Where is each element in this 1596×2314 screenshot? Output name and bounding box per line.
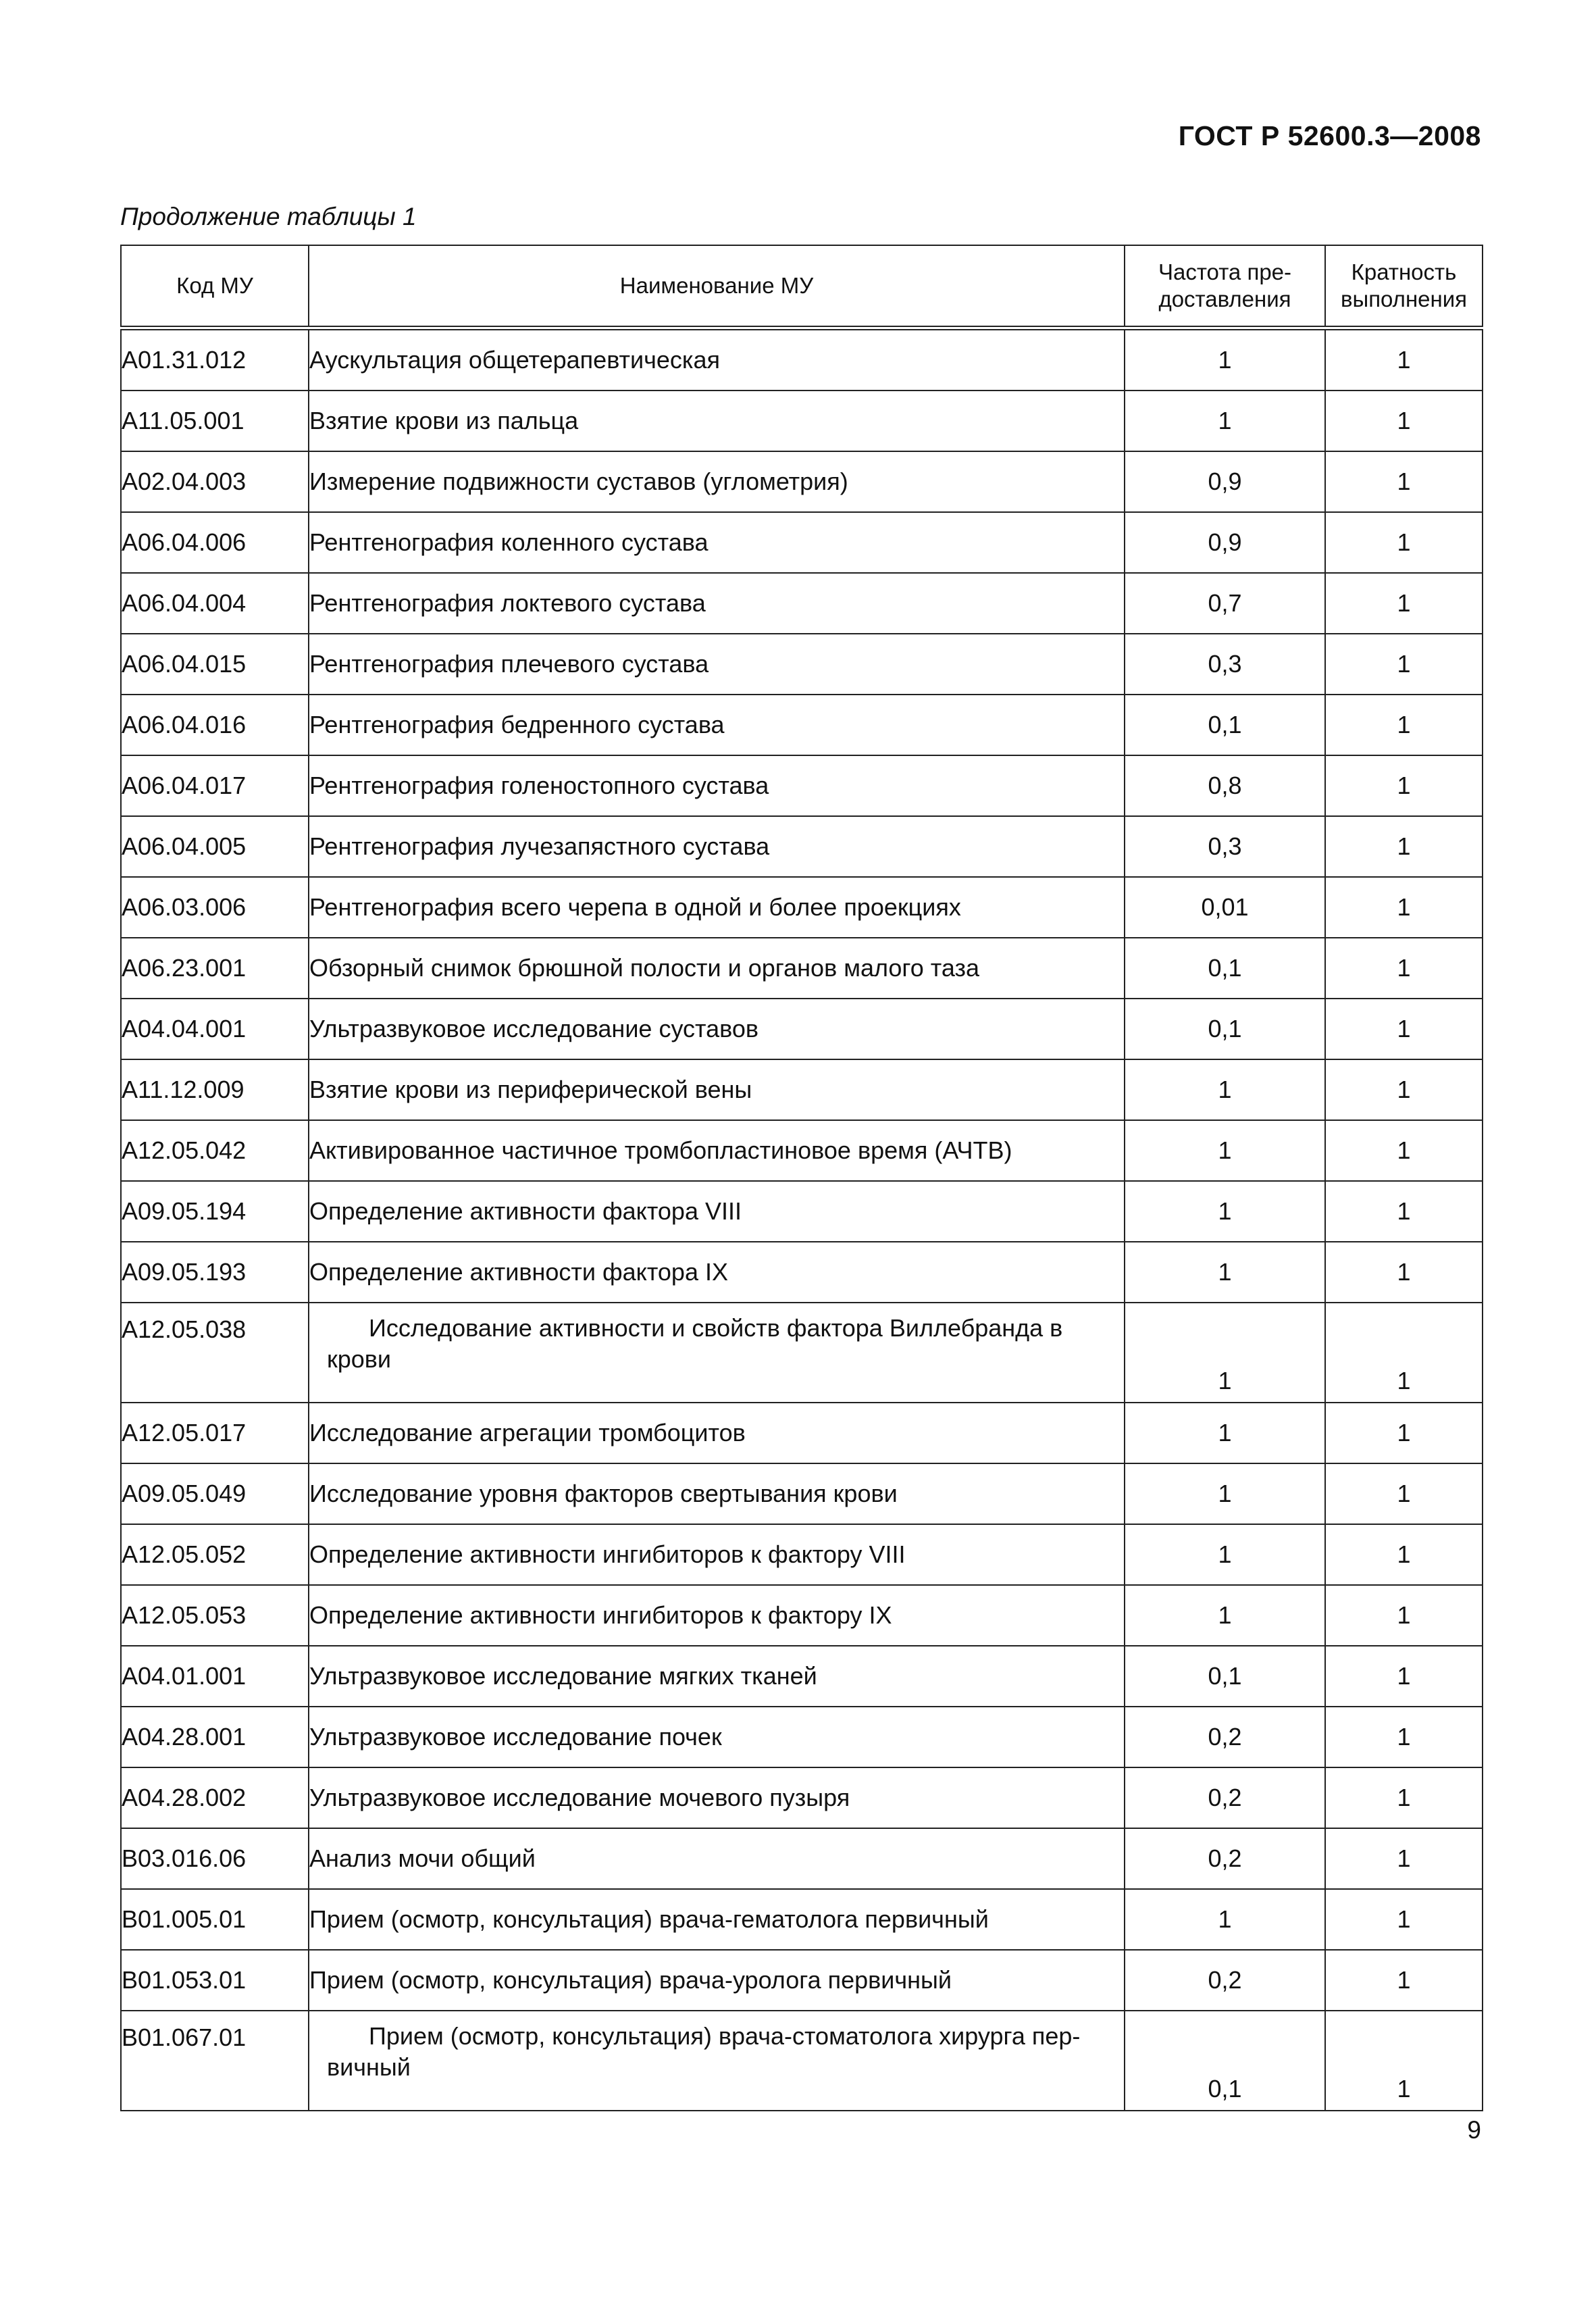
cell-frequency: 0,2	[1125, 1828, 1325, 1889]
cell-code: A06.04.005	[121, 816, 309, 877]
cell-name: Анализ мочи общий	[309, 1828, 1125, 1889]
cell-name: Обзорный снимок брюшной полости и органов малого таза	[309, 938, 1125, 999]
cell-name	[309, 2011, 1125, 2111]
page-number: 9	[1467, 2116, 1481, 2144]
cell-code: A12.05.017	[121, 1403, 309, 1463]
cell-frequency: 1	[1125, 1120, 1325, 1181]
cell-code: A04.01.001	[121, 1646, 309, 1707]
cell-multiplicity: 1	[1325, 999, 1483, 1059]
cell-code: B01.053.01	[121, 1950, 309, 2011]
cell-name: Рентгенография коленного сустава	[309, 512, 1125, 573]
cell-multiplicity: 1	[1325, 1767, 1483, 1828]
cell-code: A06.04.015	[121, 634, 309, 695]
table-row	[121, 1767, 1483, 1828]
cell-name: Рентгенография голеностопного сустава	[309, 755, 1125, 816]
table-row	[121, 1828, 1483, 1889]
cell-code: A09.05.193	[121, 1242, 309, 1303]
cell-name: Определение активности ингибиторов к фактору VIII	[309, 1524, 1125, 1585]
cell-name: Ультразвуковое исследование мочевого пузыря	[309, 1767, 1125, 1828]
cell-frequency: 1	[1125, 1889, 1325, 1950]
cell-name: Рентгенография локтевого сустава	[309, 573, 1125, 634]
cell-multiplicity: 1	[1325, 573, 1483, 634]
cell-multiplicity: 1	[1325, 1120, 1483, 1181]
table-row	[121, 1181, 1483, 1242]
header-name: Наименование МУ	[309, 245, 1125, 328]
table-caption: Продолжение таблицы 1	[120, 203, 417, 230]
cell-multiplicity: 1	[1325, 1059, 1483, 1120]
header-code: Код МУ	[121, 245, 309, 328]
cell-code: A06.04.017	[121, 755, 309, 816]
cell-name: Определение активности фактора VIII	[309, 1181, 1125, 1242]
cell-code: A12.05.053	[121, 1585, 309, 1646]
header-frequency	[1125, 245, 1325, 328]
cell-name: Рентгенография бедренного сустава	[309, 695, 1125, 755]
cell-multiplicity: 1	[1325, 938, 1483, 999]
cell-code: A01.31.012	[121, 328, 309, 391]
cell-multiplicity: 1	[1325, 1828, 1483, 1889]
cell-multiplicity: 1	[1325, 512, 1483, 573]
cell-name: Исследование уровня факторов свертывания крови	[309, 1463, 1125, 1524]
table-row	[121, 938, 1483, 999]
header-multiplicity	[1325, 245, 1483, 328]
cell-frequency: 0,1	[1125, 999, 1325, 1059]
cell-multiplicity: 1	[1325, 695, 1483, 755]
cell-name	[309, 1303, 1125, 1403]
table-row	[121, 1059, 1483, 1120]
table-row	[121, 1403, 1483, 1463]
table-row	[121, 391, 1483, 451]
cell-multiplicity: 1	[1325, 1585, 1483, 1646]
table-row	[121, 1707, 1483, 1767]
table-row	[121, 1463, 1483, 1524]
cell-name: Ультразвуковое исследование суставов	[309, 999, 1125, 1059]
cell-name: Аускультация общетерапевтическая	[309, 328, 1125, 391]
cell-code: A11.05.001	[121, 391, 309, 451]
cell-multiplicity: 1	[1325, 1463, 1483, 1524]
table-row	[121, 1242, 1483, 1303]
cell-multiplicity: 1	[1325, 1181, 1483, 1242]
table-row	[121, 1889, 1483, 1950]
cell-frequency: 1	[1125, 1059, 1325, 1120]
cell-multiplicity: 1	[1325, 451, 1483, 512]
header-multiplicity-text: Кратность выполнения	[1340, 259, 1468, 311]
table-row	[121, 1303, 1483, 1403]
cell-frequency: 0,3	[1125, 816, 1325, 877]
cell-multiplicity: 1	[1325, 755, 1483, 816]
table-row	[121, 1646, 1483, 1707]
cell-multiplicity: 1	[1325, 1707, 1483, 1767]
services-table	[120, 245, 1483, 2111]
cell-name: Прием (осмотр, консультация) врача-гематолога первичный	[309, 1889, 1125, 1950]
cell-code: A12.05.038	[121, 1303, 309, 1403]
cell-multiplicity: 1	[1325, 1524, 1483, 1585]
cell-frequency: 0,7	[1125, 573, 1325, 634]
cell-frequency: 1	[1125, 1242, 1325, 1303]
cell-frequency: 0,1	[1125, 2011, 1325, 2111]
cell-frequency: 0,01	[1125, 877, 1325, 938]
cell-frequency: 0,1	[1125, 1646, 1325, 1707]
table-row	[121, 1950, 1483, 2011]
table-row	[121, 2011, 1483, 2111]
table-row	[121, 755, 1483, 816]
cell-multiplicity: 1	[1325, 2011, 1483, 2111]
cell-name-line1: Исследование активности и свойств фактора Виллебранда в	[369, 1314, 1063, 1342]
cell-multiplicity: 1	[1325, 1242, 1483, 1303]
table-header-row	[121, 245, 1483, 328]
cell-multiplicity: 1	[1325, 1889, 1483, 1950]
cell-code: A06.04.004	[121, 573, 309, 634]
cell-code: A12.05.042	[121, 1120, 309, 1181]
table-row	[121, 877, 1483, 938]
cell-name: Взятие крови из пальца	[309, 391, 1125, 451]
cell-name: Прием (осмотр, консультация) врача-уролога первичный	[309, 1950, 1125, 2011]
cell-code: B03.016.06	[121, 1828, 309, 1889]
table-row	[121, 634, 1483, 695]
table-body	[121, 328, 1483, 2111]
table-row	[121, 328, 1483, 391]
cell-frequency: 1	[1125, 1303, 1325, 1403]
table-row	[121, 573, 1483, 634]
cell-name: Взятие крови из периферической вены	[309, 1059, 1125, 1120]
cell-name: Активированное частичное тромбопластиновое время (АЧТВ)	[309, 1120, 1125, 1181]
cell-frequency: 0,1	[1125, 695, 1325, 755]
cell-code: A04.28.001	[121, 1707, 309, 1767]
cell-frequency: 0,9	[1125, 451, 1325, 512]
table-row	[121, 816, 1483, 877]
table-row	[121, 451, 1483, 512]
cell-frequency: 1	[1125, 1463, 1325, 1524]
cell-name-line2: вичный	[327, 2053, 411, 2081]
cell-frequency: 0,9	[1125, 512, 1325, 573]
cell-multiplicity: 1	[1325, 1403, 1483, 1463]
cell-name-line1: Прием (осмотр, консультация) врача-стоматолога хирурга пер-	[369, 2022, 1081, 2050]
cell-code: A06.03.006	[121, 877, 309, 938]
cell-multiplicity: 1	[1325, 877, 1483, 938]
cell-frequency: 1	[1125, 328, 1325, 391]
cell-code: B01.067.01	[121, 2011, 309, 2111]
table-row	[121, 999, 1483, 1059]
cell-code: A11.12.009	[121, 1059, 309, 1120]
document-standard-id: ГОСТ Р 52600.3—2008	[1178, 120, 1481, 151]
cell-frequency: 1	[1125, 1524, 1325, 1585]
cell-code: A06.04.006	[121, 512, 309, 573]
cell-code: A04.04.001	[121, 999, 309, 1059]
cell-name: Ультразвуковое исследование мягких тканей	[309, 1646, 1125, 1707]
cell-name-line2: крови	[327, 1345, 392, 1373]
cell-name: Рентгенография плечевого сустава	[309, 634, 1125, 695]
cell-multiplicity: 1	[1325, 1303, 1483, 1403]
table-row	[121, 1585, 1483, 1646]
cell-multiplicity: 1	[1325, 391, 1483, 451]
cell-name: Определение активности ингибиторов к фактору IX	[309, 1585, 1125, 1646]
cell-code: A09.05.194	[121, 1181, 309, 1242]
cell-multiplicity: 1	[1325, 328, 1483, 391]
table-row	[121, 1524, 1483, 1585]
cell-name: Измерение подвижности суставов (углометрия)	[309, 451, 1125, 512]
cell-code: B01.005.01	[121, 1889, 309, 1950]
cell-frequency: 1	[1125, 1403, 1325, 1463]
cell-multiplicity: 1	[1325, 1646, 1483, 1707]
cell-multiplicity: 1	[1325, 634, 1483, 695]
cell-name: Рентгенография всего черепа в одной и более проекциях	[309, 877, 1125, 938]
cell-frequency: 0,2	[1125, 1707, 1325, 1767]
cell-code: A04.28.002	[121, 1767, 309, 1828]
table-row	[121, 1120, 1483, 1181]
cell-frequency: 1	[1125, 391, 1325, 451]
cell-name: Определение активности фактора IX	[309, 1242, 1125, 1303]
table-row	[121, 695, 1483, 755]
cell-code: A02.04.003	[121, 451, 309, 512]
cell-name: Ультразвуковое исследование почек	[309, 1707, 1125, 1767]
cell-code: A06.23.001	[121, 938, 309, 999]
cell-multiplicity: 1	[1325, 1950, 1483, 2011]
cell-name: Рентгенография лучезапястного сустава	[309, 816, 1125, 877]
cell-frequency: 0,3	[1125, 634, 1325, 695]
cell-name: Исследование агрегации тромбоцитов	[309, 1403, 1125, 1463]
cell-code: A09.05.049	[121, 1463, 309, 1524]
cell-frequency: 1	[1125, 1585, 1325, 1646]
cell-frequency: 0,8	[1125, 755, 1325, 816]
cell-frequency: 1	[1125, 1181, 1325, 1242]
header-frequency-text: Частота пре-доставления	[1158, 259, 1292, 311]
cell-frequency: 0,2	[1125, 1767, 1325, 1828]
cell-code: A12.05.052	[121, 1524, 309, 1585]
cell-code: A06.04.016	[121, 695, 309, 755]
cell-frequency: 0,2	[1125, 1950, 1325, 2011]
table-row	[121, 512, 1483, 573]
cell-frequency: 0,1	[1125, 938, 1325, 999]
cell-multiplicity: 1	[1325, 816, 1483, 877]
